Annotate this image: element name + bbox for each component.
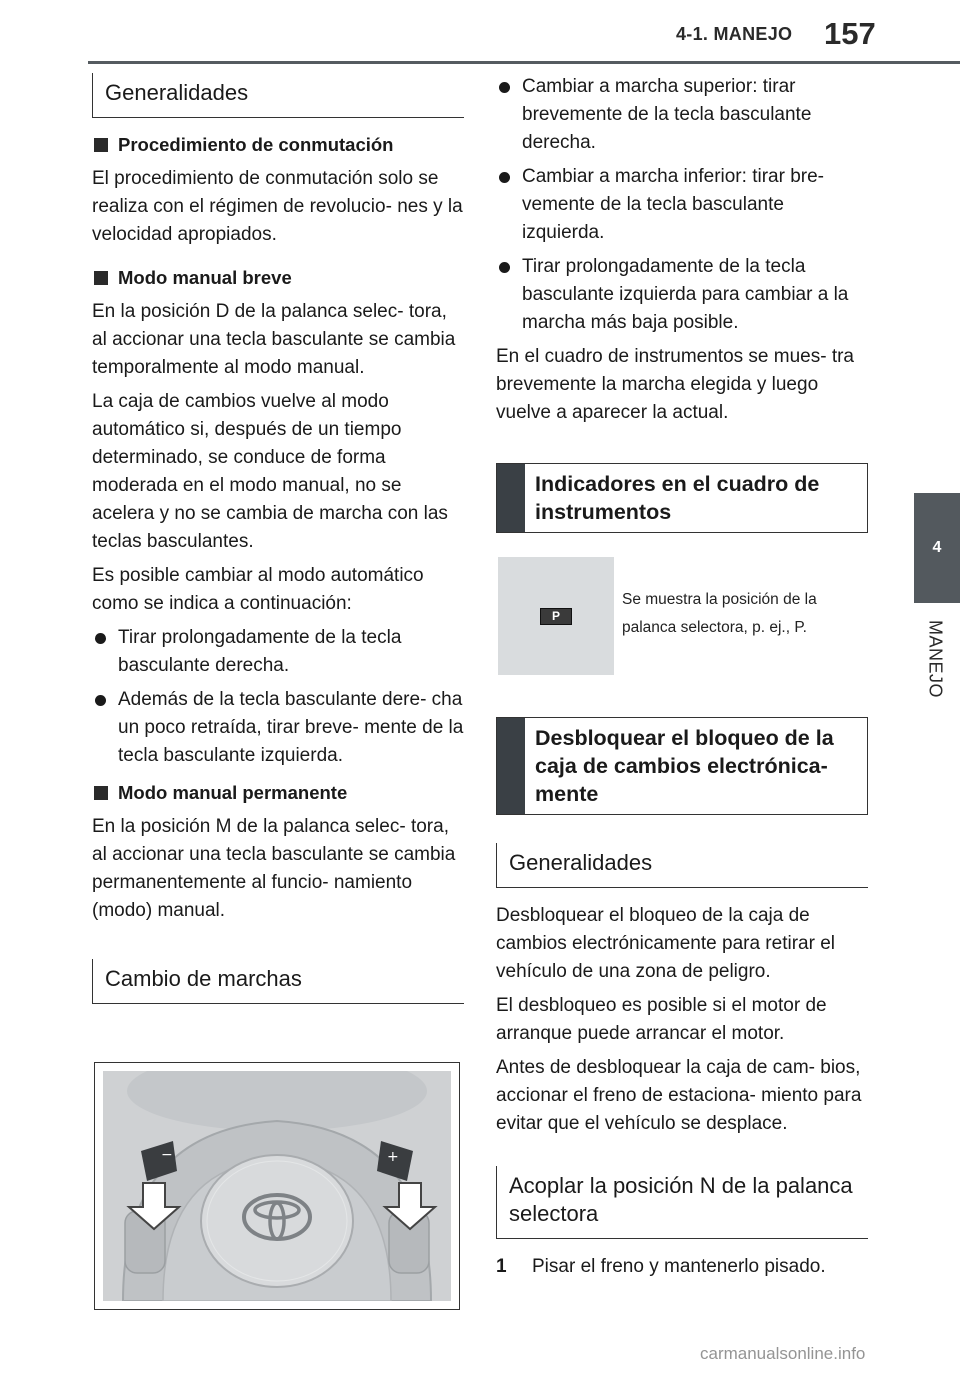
cambio-bullets: [496, 73, 868, 337]
step-number: 1: [496, 1256, 507, 1277]
step-1: [496, 1253, 868, 1281]
figure-illustration: [103, 1071, 451, 1301]
modo-breve-paragraph-3: Es posible cambiar al modo automático como se indica a continuación:: [92, 565, 424, 614]
indicadores-heading-text: Indicadores en el cuadro de instrumentos: [535, 472, 820, 524]
desbloquear-heading-text: Desbloquear el bloqueo de la caja de cambios electrónica- mente: [535, 726, 834, 806]
chapter-number: 4: [932, 539, 942, 556]
acoplar-heading: Acoplar la posición N de la palanca selectora: [496, 1166, 868, 1239]
header-rule: [88, 61, 960, 64]
list-item: Cambiar a marcha superior: tirar brevemente de la tecla basculante derecha.: [496, 73, 868, 157]
modo-permanente-paragraph: En la posición M de la palanca selec- tora, al accionar una tecla basculante se cambia permanentemente al funcio- namiento (modo) manual.: [92, 816, 456, 921]
indicator-caption: Se muestra la posición de la palanca selectora, p. ej., P.: [622, 591, 817, 636]
section-modo-permanente-title: Modo manual permanente: [92, 780, 464, 806]
desbloquear-heading: [496, 717, 868, 815]
step-text: Pisar el freno y mantenerlo pisado.: [532, 1256, 826, 1277]
generalidades-heading-2: Generalidades: [496, 843, 868, 888]
list-item: Tirar prolongadamente de la tecla basculante izquierda para cambiar a la marcha más baja posible.: [496, 253, 868, 337]
chapter-label-text: MANEJO: [925, 619, 946, 698]
modo-breve-paragraph-2: La caja de cambios vuelve al modo automático si, después de un tiempo determinado, se conduce de forma moderada en el modo manual, no se acelera y no se cambia de marcha con las teclas basculantes.: [92, 391, 448, 552]
cuadro-paragraph: En el cuadro de instrumentos se mues- tra brevemente la marcha elegida y luego vuelve a aparecer la actual.: [496, 346, 855, 423]
indicator-image: [498, 557, 614, 675]
page-number: 157: [824, 16, 876, 51]
paddle-plus-label: +: [387, 1149, 399, 1165]
chapter-tab[interactable]: [914, 493, 960, 603]
running-header: 4-1. MANEJO: [676, 24, 793, 44]
section-modo-breve-title: Modo manual breve: [92, 265, 464, 291]
indicadores-heading: [496, 463, 868, 533]
heading-bar: [497, 464, 525, 532]
right-column: [496, 73, 868, 1281]
left-column: [92, 73, 464, 1018]
chapter-side-label: [920, 614, 950, 704]
list-item: Tirar prolongadamente de la tecla basculante derecha.: [92, 624, 464, 680]
gear-p-indicator-icon: P: [540, 608, 572, 625]
heading-bar: [497, 718, 525, 814]
list-item: Cambiar a marcha inferior: tirar bre- vemente de la tecla basculante izquierda.: [496, 163, 868, 247]
desbloquear-paragraph-2: El desbloqueo es posible si el motor de arranque puede arrancar el motor.: [496, 995, 827, 1044]
generalidades-heading: Generalidades: [92, 73, 464, 118]
section-procedimiento-title: Procedimiento de conmutación: [92, 132, 464, 158]
steering-wheel-figure: [94, 1062, 460, 1310]
list-item: Además de la tecla basculante dere- cha un poco retraída, tirar breve- mente de la tecla basculante izquierda.: [92, 686, 464, 770]
cambio-marchas-heading: Cambio de marchas: [92, 959, 464, 1004]
paddle-minus-label: −: [161, 1147, 173, 1163]
desbloquear-paragraph-3: Antes de desbloquear la caja de cam- bios, accionar el freno de estaciona- miento para evitar que el vehículo se desplace.: [496, 1057, 862, 1134]
modo-breve-paragraph-1: En la posición D de la palanca selec- tora, al accionar una tecla basculante se cambia temporalmente al modo manual.: [92, 301, 456, 378]
procedimiento-paragraph: El procedimiento de conmutación solo se realiza con el régimen de revolucio- nes y la velocidad apropiados.: [92, 168, 463, 245]
steering-wheel-illustration: [103, 1071, 451, 1301]
desbloquear-paragraph-1: Desbloquear el bloqueo de la caja de cambios electrónicamente para retirar el vehículo de una zona de peligro.: [496, 905, 835, 982]
watermark: carmanualsonline.info: [700, 1344, 866, 1363]
modo-breve-bullets: [92, 624, 464, 770]
